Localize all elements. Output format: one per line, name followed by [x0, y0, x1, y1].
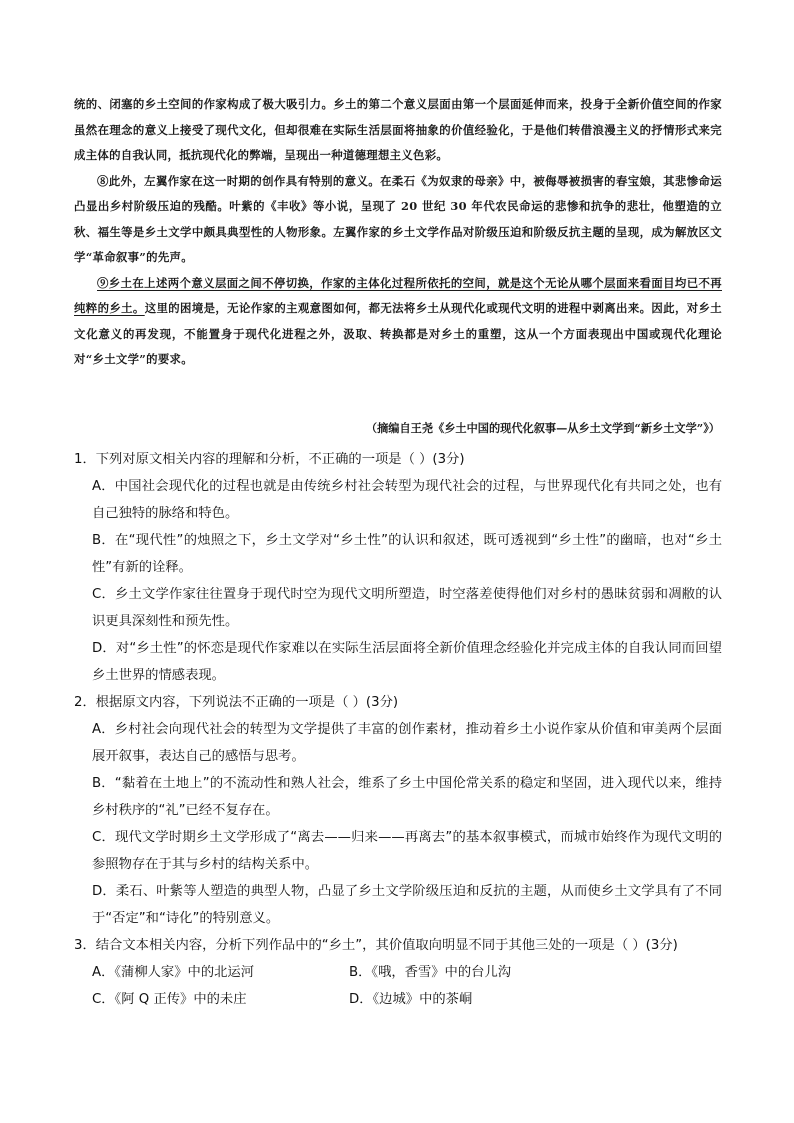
passage-paragraph-9-rest: 这里的困境是，无论作家的主观意图如何，都无法将乡土从现代化或现代文明的进程中剥离出来。因此，对乡土文化意义的再发现，不能置身于现代化进程之外，汲取、转换都是对乡土的重塑，这从一个方面表现出中国或现代化理论对“乡土文学”的要求。: [74, 301, 722, 366]
question-2-option-d: D．柔石、叶紫等人塑造的典型人物，凸显了乡土文学阶级压迫和反抗的主题，从而使乡土文学具有了不同于“否定”和“诗化”的特别意义。: [92, 884, 722, 926]
question-2-stem: 2．根据原文内容，下列说法不正确的一项是（ ）(3分): [74, 695, 399, 710]
question-1-option-d: D．对“乡土性”的怀恋是现代作家难以在实际生活层面将全新价值理念经验化并完成主体的自我认同而回望乡土世界的情感表现。: [92, 641, 722, 683]
source-citation: （摘编自王尧《乡土中国的现代化叙事—从乡土文学到“新乡土文学”》）: [365, 421, 720, 435]
question-2-option-c: C．现代文学时期乡土文学形成了“离去——归来——再离去”的基本叙事模式，而城市始终作为现代文明的参照物存在于其与乡村的结构关系中。: [92, 830, 722, 872]
question-3-options-row-2: [74, 986, 722, 1013]
question-2-option-b: B．“黏着在土地上”的不流动性和熟人社会，维系了乡土中国伦常关系的稳定和坚固，进入现代以来，维持乡村秩序的“礼”已经不复存在。: [92, 776, 722, 818]
question-1: [74, 446, 722, 689]
passage-paragraph-continued: 统的、闭塞的乡土空间的作家构成了极大吸引力。乡土的第二个意义层面由第一个层面延伸而来，投身于全新价值空间的作家虽然在理念的意义上接受了现代文化，但却很难在实际生活层面将抽象的价值经验化，于是他们转借浪漫主义的抒情形式来完成主体的自我认同，抵抗现代化的弊端，呈现出一种道德理想主义色彩。: [74, 97, 722, 162]
question-2-option-a: A．乡村社会向现代社会的转型为文学提供了丰富的创作素材，推动着乡土小说作家从价值和审美两个层面展开叙事，表达自己的感悟与思考。: [92, 722, 722, 764]
question-3-option-b: B．《哦，香雪》中的台儿沟: [349, 965, 512, 980]
question-1-stem: 1．下列对原文相关内容的理解和分析，不正确的一项是（ ）(3分): [74, 452, 465, 467]
reading-passage: [74, 92, 722, 373]
underlined-sentence: ⑨乡土在上述两个意义层面之间不停切换，作家的主体化过程所依托的空间，就是这个无论从哪个层面来看面目均已不再纯粹的乡土。: [74, 275, 722, 315]
passage-paragraph-9: [74, 271, 722, 373]
question-3: [74, 932, 722, 1013]
question-1-option-b: B．在“现代性”的烛照之下，乡土文学对“乡土性”的认识和叙述，既可透视到“乡土性”的幽暗，也对“乡土性”有新的诠释。: [92, 533, 722, 575]
question-3-option-c: C．《阿 Q 正传》中的未庄: [92, 992, 247, 1007]
passage-paragraph-8: ⑧此外，左翼作家在这一时期的创作具有特别的意义。在柔石《为奴隶的母亲》中，被侮辱被损害的春宝娘，其悲惨命运凸显出乡村阶级压迫的残酷。叶紫的《丰收》等小说，呈现了 20 世纪 30 年代农民命运的悲惨和抗争的悲壮，他塑造的立秋、福生等是乡土文学中颇具典型性的人物形象。左翼作家的乡土文学作品对阶级压迫和阶级反抗主题的呈现，成为解放区文学“革命叙事”的先声。: [74, 173, 722, 264]
question-list: [74, 446, 722, 1013]
question-1-option-a: A．中国社会现代化的过程也就是由传统乡村社会转型为现代社会的过程，与世界现代化有共同之处，也有自己独特的脉络和特色。: [92, 479, 722, 521]
question-3-option-d: D．《边城》中的茶峒: [349, 992, 473, 1007]
question-3-options-row-1: [74, 959, 722, 986]
question-2: [74, 689, 722, 932]
question-3-option-a: A．《蒲柳人家》中的北运河: [92, 965, 255, 980]
question-1-option-c: C．乡土文学作家往往置身于现代时空为现代文明所塑造，时空落差使得他们对乡村的愚昧贫弱和凋敝的认识更具深刻性和预先性。: [92, 587, 722, 629]
question-3-stem: 3．结合文本相关内容，分析下列作品中的“乡土”，其价值取向明显不同于其他三处的一项是（ ）(3分): [74, 938, 678, 953]
